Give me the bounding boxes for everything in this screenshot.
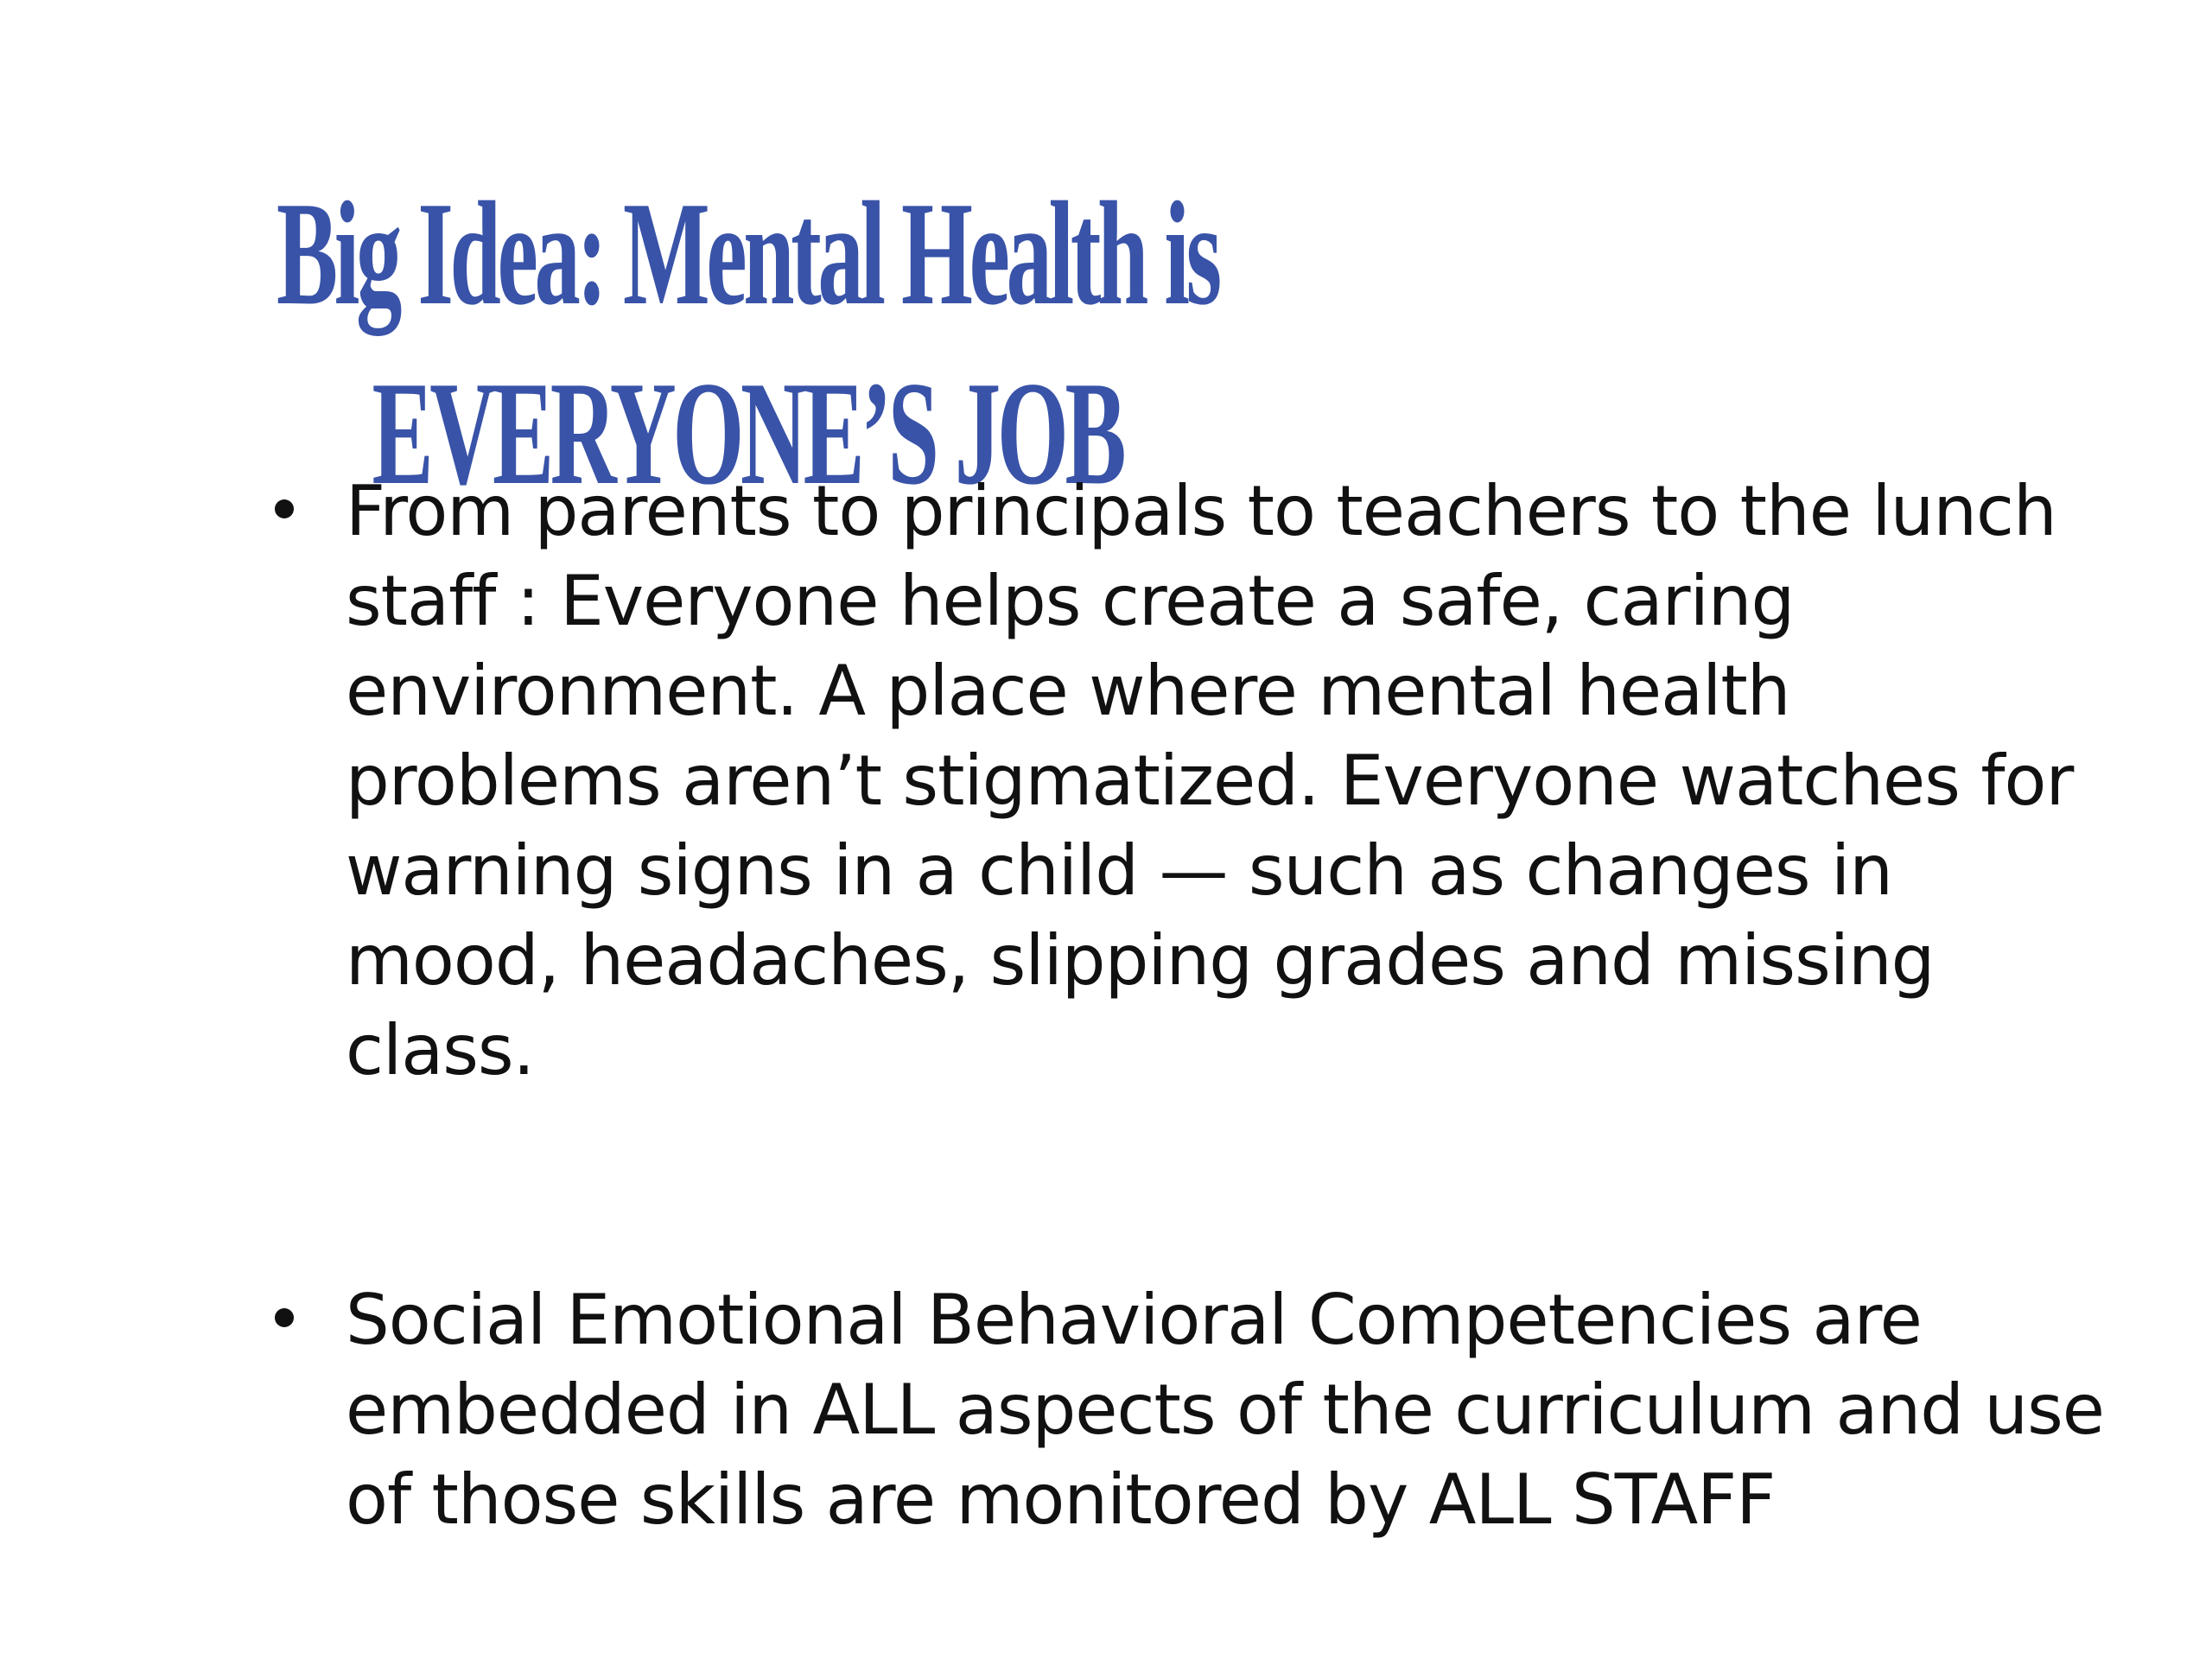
bullet-text-2: Social Emotional Behavioral Competencies are embedded in ALL aspects of the curriculum and use of those skills are monitored by ALL STAFF xyxy=(346,1280,2105,1540)
bullet-list xyxy=(259,467,2117,1545)
bullet-dot-icon xyxy=(275,1308,294,1327)
bullet-dot-icon xyxy=(275,499,294,518)
slide-title-line-1: Big Idea: Mental Health is xyxy=(276,172,1218,337)
bullet-text-1: From parents to principals to teachers to the lunch staff : Everyone helps create a safe, caring environment. A place where mental health problems aren’t stigmatized. Everyone watches for warning signs in a child — such as changes in mood, headaches, slipping grades and missing class. xyxy=(346,471,2074,1090)
slide-title-line-2: EVERYONE’S JOB xyxy=(372,352,1123,517)
bullet-item-2 xyxy=(259,1275,2117,1545)
bullet-item-1 xyxy=(259,467,2117,1096)
